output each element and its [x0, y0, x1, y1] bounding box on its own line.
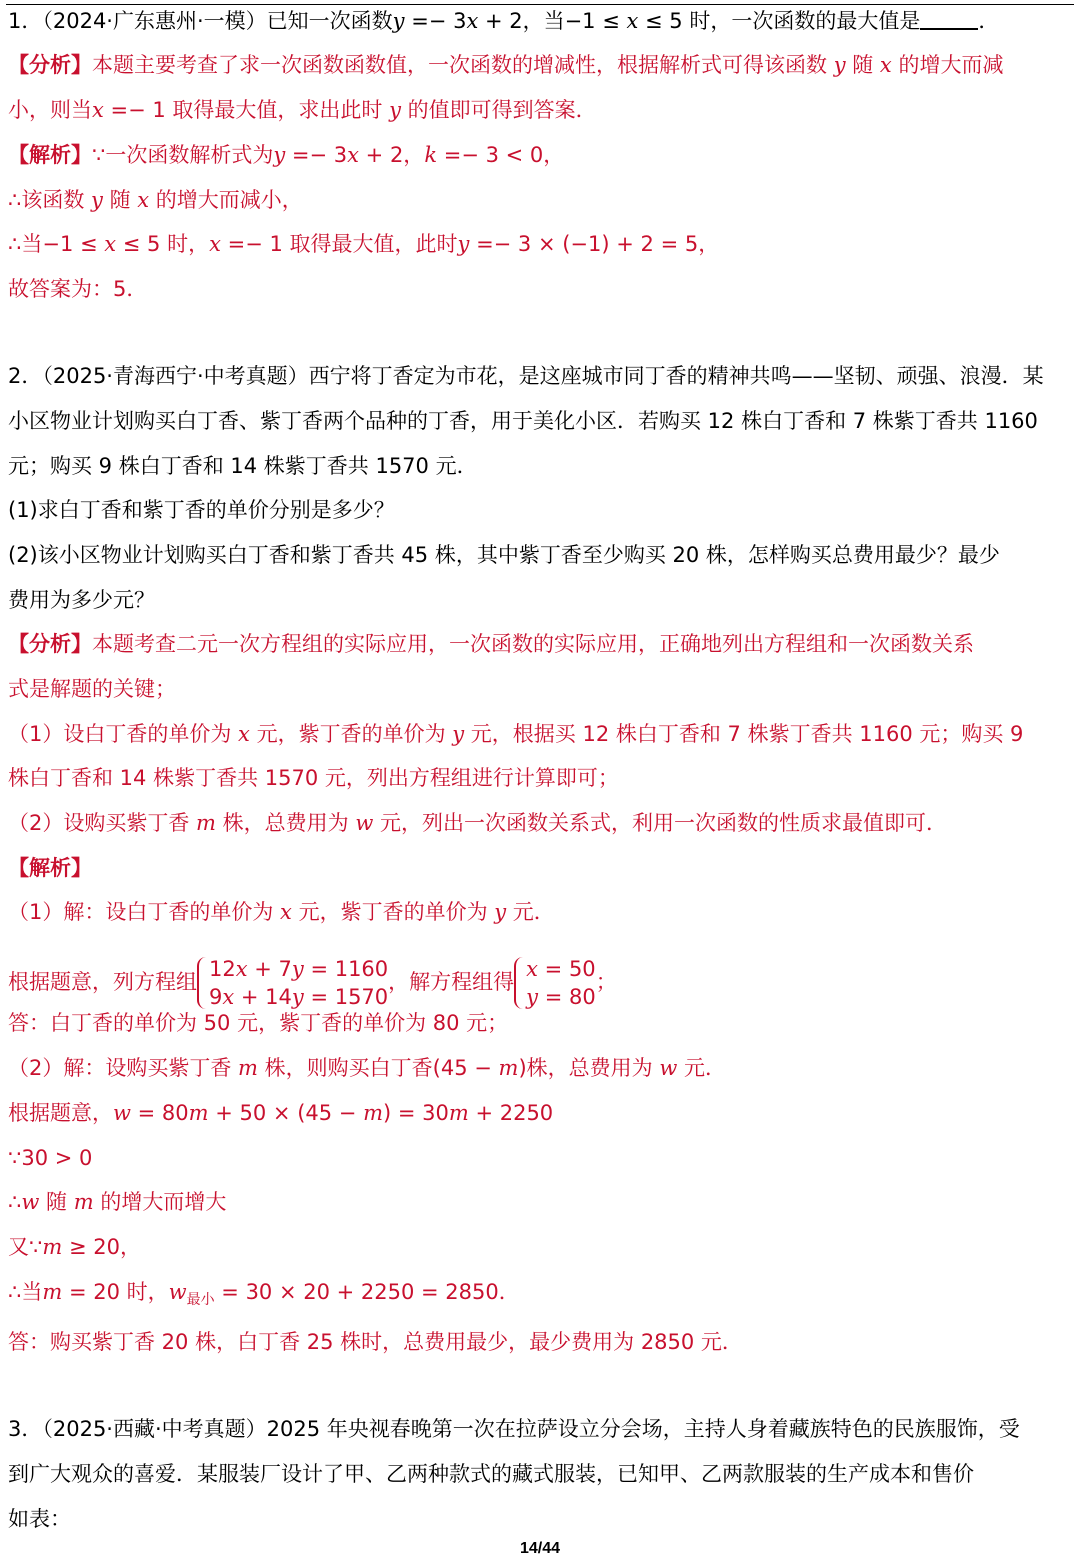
text-run: = 1570	[303, 985, 389, 1009]
left-brace	[197, 957, 208, 1009]
text-run: ；	[595, 970, 617, 994]
text-run: ∴该函数	[8, 188, 92, 212]
text-line-l9	[8, 408, 1072, 434]
text-run: ≤ 5 时，	[116, 232, 210, 256]
text-line-l14	[8, 631, 1072, 657]
math-variable: x	[526, 957, 538, 981]
text-run: + 2，	[359, 143, 425, 167]
text-run: （2）解：设购买紫丁香	[8, 1056, 239, 1080]
math-variable: x	[238, 722, 250, 746]
text-run: 9	[209, 985, 223, 1009]
text-run: =− 3	[404, 9, 467, 33]
math-variable: y	[833, 53, 846, 77]
math-variable: m	[42, 1280, 63, 1304]
math-variable: x	[347, 143, 359, 167]
text-run: =− 3	[285, 143, 348, 167]
text-run: 又∵	[8, 1235, 43, 1259]
text-line-l27	[8, 1234, 1072, 1260]
math-variable: w	[21, 1190, 40, 1214]
text-run: ，解方程组得	[388, 970, 515, 994]
text-run: (1)求白丁香和紫丁香的单价分别是多少？	[8, 498, 395, 522]
text-run: = 1160	[303, 957, 389, 981]
text-run: 元；购买 9 株白丁香和 14 株紫丁香共 1570 元．	[8, 454, 478, 478]
text-run: 株，总费用为	[215, 811, 356, 835]
text-line-l13	[8, 587, 1072, 613]
math-variable: x	[466, 9, 479, 33]
text-run: 元，紫丁香的单价为	[291, 900, 495, 924]
text-run: =− 3 × (−1) + 2 = 5，	[469, 232, 720, 256]
math-variable: x	[104, 232, 117, 256]
math-variable: m	[188, 1101, 209, 1125]
math-variable: k	[424, 143, 438, 167]
equation-row	[209, 955, 388, 983]
text-run: = 50	[538, 957, 596, 981]
text-line-l20	[8, 899, 1072, 925]
math-variable: x	[209, 232, 221, 256]
math-variable: y	[452, 722, 465, 746]
text-run: =− 3 < 0，	[437, 143, 565, 167]
text-line-l15	[8, 676, 1072, 702]
text-run: = 80	[538, 985, 596, 1009]
text-run: ∴当	[8, 1280, 43, 1304]
text-run: 根据题意，	[8, 1101, 113, 1125]
math-variable: y	[91, 188, 103, 212]
text-run: 12	[209, 957, 236, 981]
text-run: （1）解：设白丁香的单价为	[8, 900, 281, 924]
text-line-l24	[8, 1100, 1072, 1126]
text-run: 3．（2025·西藏·中考真题）2025 年央视春晚第一次在拉萨设立分会场，主持人身着藏族特色的民族服饰，受	[8, 1417, 1020, 1441]
equation-row	[526, 983, 596, 1011]
text-line-l22	[8, 1010, 1072, 1036]
text-run: 如表：	[8, 1507, 71, 1531]
math-variable: m	[238, 1056, 258, 1080]
math-variable: x	[222, 985, 235, 1009]
math-variable: w	[113, 1101, 131, 1125]
text-run: 1．（2024·广东惠州·一模）已知一次函数	[8, 9, 393, 33]
text-run: ．	[978, 9, 1000, 33]
text-run: 元．	[677, 1056, 726, 1080]
section-tag: 【解析】	[8, 856, 92, 880]
text-run: + 14	[234, 985, 292, 1009]
text-run: 本题主要考查了求一次函数函数值，一次函数的增减性，根据解析式可得该函数	[92, 53, 834, 77]
text-line-l26	[8, 1189, 1072, 1215]
math-variable: m	[196, 811, 216, 835]
text-run: + 2250	[468, 1101, 554, 1125]
math-variable: x	[137, 188, 150, 212]
text-line-l32	[8, 1506, 1072, 1532]
math-variable: y	[494, 900, 507, 924]
text-line-l8	[8, 363, 1072, 389]
text-line-l31	[8, 1461, 1072, 1487]
equation-row	[209, 983, 388, 1011]
text-run: 的增大而增大	[93, 1190, 227, 1214]
text-run: 元．	[506, 900, 555, 924]
math-variable: w	[355, 811, 374, 835]
text-line-l5	[8, 187, 1072, 213]
text-line-l23	[8, 1055, 1072, 1081]
text-line-l12	[8, 542, 1072, 568]
text-run: （2）设购买紫丁香	[8, 811, 197, 835]
text-run: ∴	[8, 1190, 22, 1214]
text-run: 式是解题的关键；	[8, 677, 176, 701]
text-run: 答：购买紫丁香 20 株，白丁香 25 株时，总费用最少，最少费用为 2850 元．	[8, 1330, 743, 1354]
math-variable: y	[273, 143, 286, 167]
text-run: 到广大观众的喜爱．某服装厂设计了甲、乙两种款式的藏式服装，已知甲、乙两款服装的生产成本和售价	[8, 1462, 974, 1486]
text-run: =− 1 取得最大值，此时	[220, 232, 458, 256]
text-run: 2．（2025·青海西宁·中考真题）西宁将丁香定为市花，是这座城市同丁香的精神共鸣——坚韧、顽强、浪漫．某	[8, 364, 1044, 388]
text-line-l11	[8, 497, 1072, 523]
text-run: )株，总费用为	[518, 1056, 660, 1080]
text-run: 的增大而减	[891, 53, 1004, 77]
text-line-l29	[8, 1329, 1072, 1355]
text-line-l17	[8, 765, 1072, 791]
math-variable: x	[626, 9, 639, 33]
text-run: ∴当−1 ≤	[8, 232, 105, 256]
text-run: + 7	[247, 957, 292, 981]
math-variable: x	[92, 98, 104, 122]
section-tag: 【分析】	[8, 632, 92, 656]
text-run: =− 1 取得最大值，求出此时	[103, 98, 390, 122]
math-variable: w	[168, 1280, 187, 1304]
math-variable: y	[291, 985, 304, 1009]
math-variable: y	[526, 985, 539, 1009]
text-run: 株白丁香和 14 株紫丁香共 1570 元，列出方程组进行计算即可；	[8, 766, 619, 790]
text-line-l18	[8, 810, 1072, 836]
text-run: 元，根据买 12 株白丁香和 7 株紫丁香共 1160 元；购买 9	[464, 722, 1024, 746]
text-run: （1）设白丁香的单价为	[8, 722, 239, 746]
text-line-l10	[8, 453, 1072, 479]
text-line-l25	[8, 1145, 1072, 1171]
section-tag: 【解析】	[8, 143, 92, 167]
text-run: 小区物业计划购买白丁香、紫丁香两个品种的丁香，用于美化小区．若购买 12 株白丁香和 7 株紫丁香共 1160	[8, 409, 1038, 433]
text-line-l2	[8, 52, 1072, 78]
text-line-l30	[8, 1416, 1072, 1442]
text-run: 本题考查二元一次方程组的实际应用，一次函数的实际应用，正确地列出方程组和一次函数关系	[92, 632, 974, 656]
math-variable: x	[879, 53, 892, 77]
text-run: 费用为多少元？	[8, 588, 155, 612]
text-run: + 50 × (45 −	[208, 1101, 364, 1125]
equation-system	[197, 955, 388, 1011]
text-run: = 20 时，	[62, 1280, 169, 1304]
text-line-l19	[8, 855, 1072, 881]
text-run: 随	[102, 188, 138, 212]
answer-blank	[920, 8, 978, 30]
left-brace	[514, 957, 525, 1009]
text-line-l21	[8, 955, 1072, 1011]
text-run: 根据题意，列方程组	[8, 970, 197, 994]
text-line-l1	[8, 8, 1072, 34]
top-rule	[6, 4, 1074, 5]
math-variable: m	[73, 1190, 94, 1214]
page-number: 14/44	[519, 1540, 561, 1557]
text-line-l7	[8, 276, 1072, 302]
text-run: (2)该小区物业计划购买白丁香和紫丁香共 45 株，其中紫丁香至少购买 20 株，怎样购买总费用最少？最少	[8, 543, 1000, 567]
text-run: 答：白丁香的单价为 50 元，紫丁香的单价为 80 元；	[8, 1011, 509, 1035]
text-line-l28	[8, 1279, 1072, 1313]
text-line-l16	[8, 721, 1072, 747]
math-variable: m	[42, 1235, 63, 1259]
text-run: ≥ 20，	[62, 1235, 141, 1259]
math-variable: w	[659, 1056, 678, 1080]
text-run: 故答案为：5．	[8, 277, 148, 301]
math-variable: m	[448, 1101, 469, 1125]
text-run: = 30 × 20 + 2250 = 2850．	[214, 1280, 520, 1304]
text-run: 的值即可得到答案．	[400, 98, 597, 122]
math-variable: y	[389, 98, 401, 122]
text-run: ) = 30	[382, 1101, 449, 1125]
text-run: 元，紫丁香的单价为	[249, 722, 453, 746]
math-variable: y	[291, 957, 304, 981]
text-run: ∵30 > 0	[8, 1146, 93, 1170]
text-run: ≤ 5 时，一次函数的最大值是	[638, 9, 921, 33]
math-variable: m	[498, 1056, 519, 1080]
math-variable: m	[363, 1101, 383, 1125]
section-tag: 【分析】	[8, 53, 92, 77]
math-variable: y	[457, 232, 470, 256]
text-run: ∵一次函数解析式为	[92, 143, 274, 167]
text-run: 株，则购买白丁香(45 −	[257, 1056, 499, 1080]
math-variable: y	[392, 9, 405, 33]
text-line-l6	[8, 231, 1072, 257]
subscript: 最小	[186, 1292, 215, 1308]
equation-row	[526, 955, 596, 983]
text-run: = 80	[130, 1101, 189, 1125]
text-run: 的增大而减小，	[149, 188, 303, 212]
math-variable: x	[280, 900, 292, 924]
text-run: + 2，当−1 ≤	[478, 9, 627, 33]
text-run: 随	[845, 53, 880, 77]
equation-system	[514, 955, 596, 1011]
text-run: 元，列出一次函数关系式，利用一次函数的性质求最值即可．	[373, 811, 947, 835]
text-line-l4	[8, 142, 1072, 168]
text-run: 小，则当	[8, 98, 92, 122]
text-run: 随	[39, 1190, 74, 1214]
math-variable: x	[235, 957, 248, 981]
text-line-l3	[8, 97, 1072, 123]
